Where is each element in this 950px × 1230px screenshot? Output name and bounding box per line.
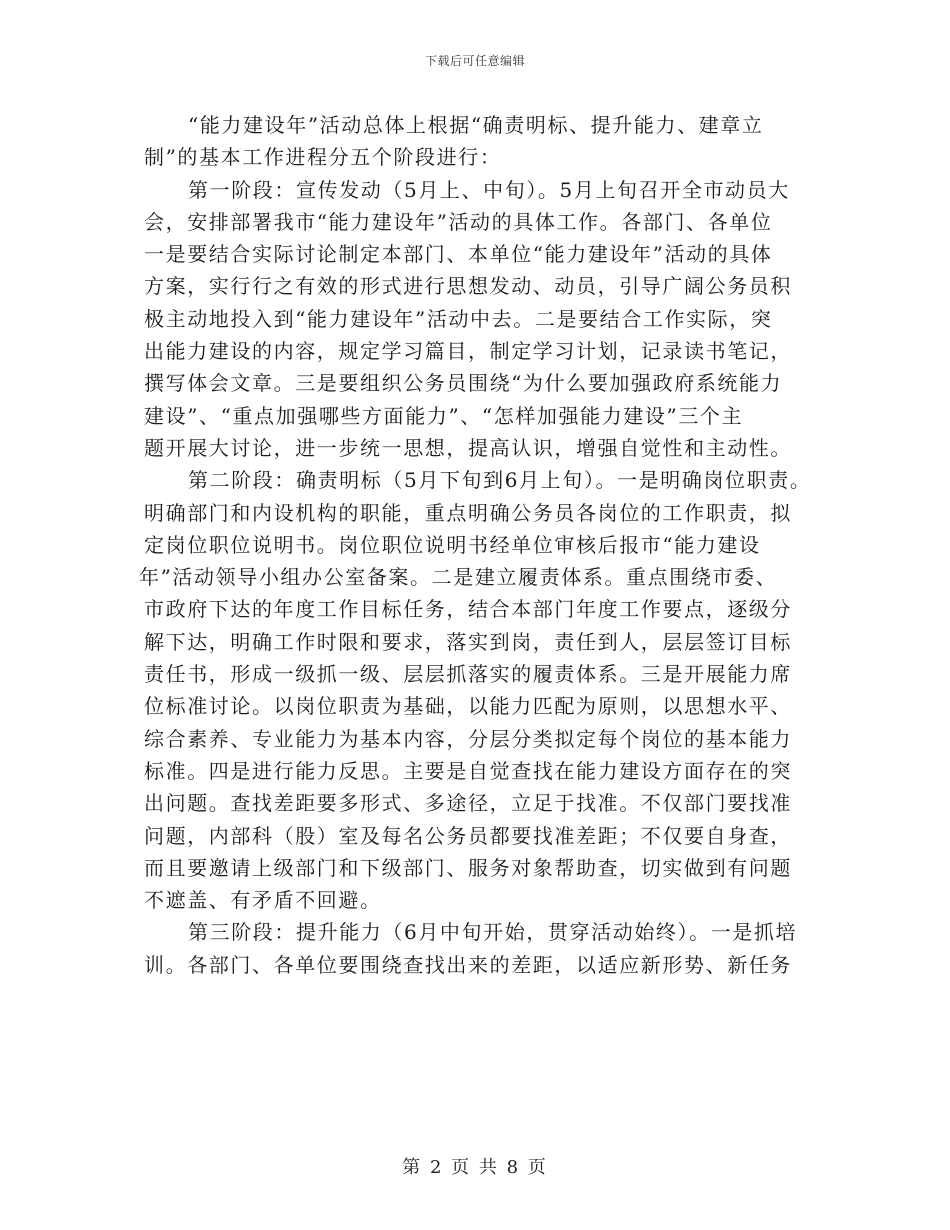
paragraph-line: 问题，内部科（股）室及每名公务员都要找准差距；不仅要自身查，	[144, 823, 792, 848]
paragraph-line: “能力建设年”活动总体上根据“确责明标、提升能力、建章立	[188, 113, 764, 137]
paragraph-line: 年”活动领导小组办公室备案。二是建立履责体系。重点围绕市委、	[139, 565, 778, 590]
paragraph-line: 第二阶段：确责明标（5月下旬到6月上旬）。一是明确岗位职责。	[188, 468, 812, 493]
paragraph-line: 综合素养、专业能力为基本内容，分层分类拟定每个岗位的基本能力	[144, 726, 792, 751]
document-body	[139, 109, 844, 981]
paragraph-line: 而且要邀请上级部门和下级部门、服务对象帮助查，切实做到有问题	[144, 855, 792, 880]
paragraph-line: 位标准讨论。以岗位职责为基础，以能力匹配为原则，以思想水平、	[144, 694, 792, 719]
paragraph-line: 明确部门和内设机构的职能，重点明确公务员各岗位的工作职责，拟	[144, 500, 792, 525]
paragraph-line: 定岗位职位说明书。岗位职位说明书经单位审核后报市“能力建设	[144, 532, 761, 557]
page-number: 第 2 页 共 8 页	[402, 1157, 548, 1178]
paragraph-line: 第一阶段：宣传发动（5月上、中旬）。5月上旬召开全市动员大	[188, 177, 790, 202]
paragraph-line: 极主动地投入到“能力建设年”活动中去。二是要结合工作实际，突	[144, 306, 773, 331]
paragraph-line: 不遮盖、有矛盾不回避。	[144, 888, 382, 913]
paragraph-line: 建设”、“重点加强哪些方面能力”、“怎样加强能力建设”三个主	[144, 403, 744, 428]
paragraph-line: 第三阶段：提升能力（6月中旬开始，贯穿活动始终）。一是抓培	[188, 920, 798, 945]
header-note: 下载后可任意编辑	[424, 54, 525, 68]
paragraph-line: 解下达，明确工作时限和要求，落实到岗，责任到人，层层签订目标	[144, 629, 792, 654]
paragraph-line: 出问题。查找差距要多形式、多途径，立足于找准。不仅部门要找准	[144, 791, 792, 816]
paragraph-line: 标准。四是进行能力反思。主要是自觉查找在能力建设方面存在的突	[144, 758, 792, 783]
paragraph-line: 会，安排部署我市“能力建设年”活动的具体工作。各部门、各单位	[144, 209, 773, 234]
paragraph-line: 出能力建设的内容，规定学习篇目，制定学习计划，记录读书笔记，	[144, 339, 792, 364]
paragraph-line: 市政府下达的年度工作目标任务，结合本部门年度工作要点，逐级分	[144, 597, 792, 622]
paragraph-line: 一是要结合实际讨论制定本部门、本单位“能力建设年”活动的具体	[144, 242, 773, 267]
paragraph-line: 责任书，形成一级抓一级、层层抓落实的履责体系。三是开展能力席	[144, 662, 792, 687]
paragraph-line: 方案，实行行之有效的形式进行思想发动、动员，引导广阔公务员积	[144, 274, 792, 299]
paragraph-line: 题开展大讨论，进一步统一思想，提高认识，增强自觉性和主动性。	[144, 435, 792, 460]
paragraph-line: 撰写体会文章。三是要组织公务员围绕“为什么要加强政府系统能力	[144, 371, 783, 396]
paragraph-line: 训。各部门、各单位要围绕查找出来的差距，以适应新形势、新任务	[144, 952, 792, 977]
paragraph-line: 制”的基本工作进程分五个阶段进行：	[144, 145, 502, 170]
